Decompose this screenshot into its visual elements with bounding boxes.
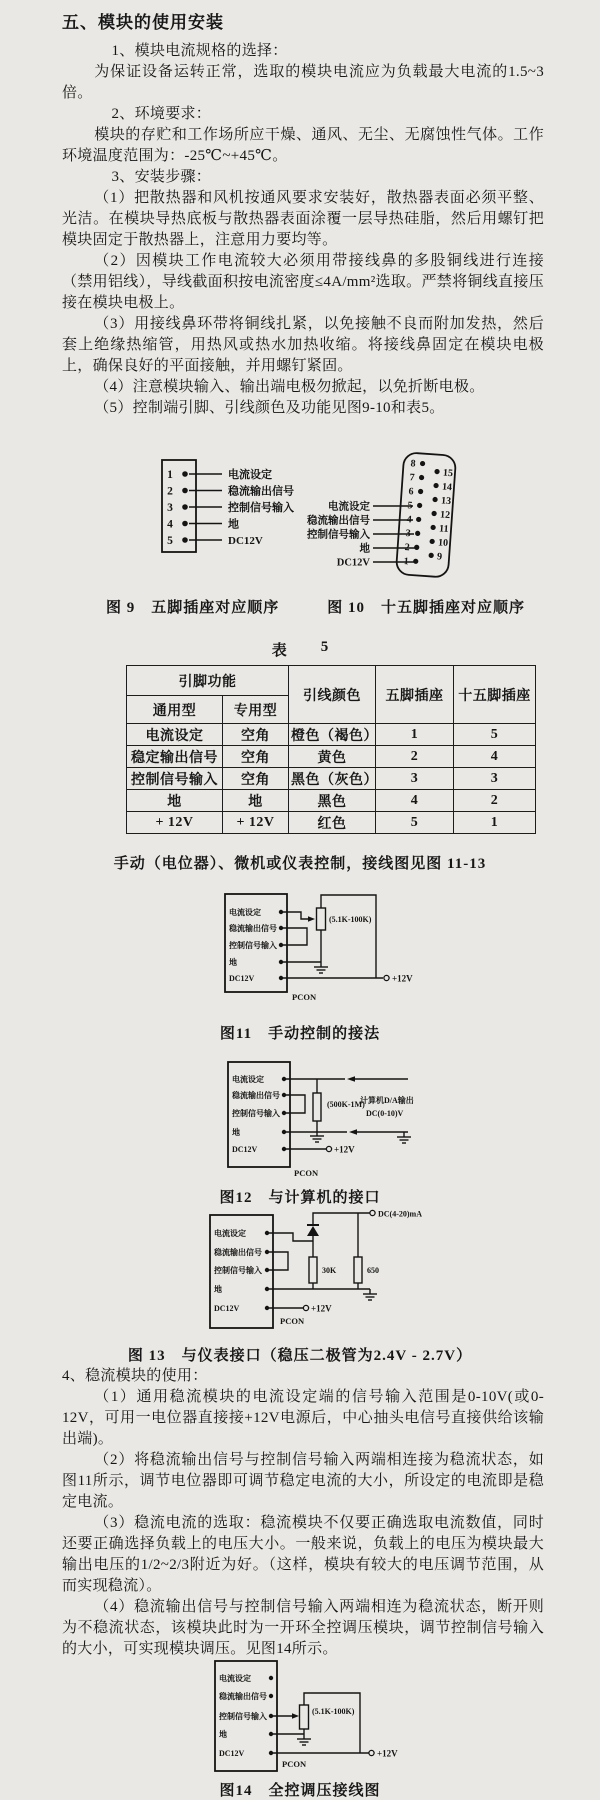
svg-text:稳流输出信号: 稳流输出信号 [219,1692,267,1701]
fig11-diagram [0,878,600,1008]
svg-text:DC12V: DC12V [219,1749,245,1758]
paragraph: 3、安装步骤： [111,169,212,185]
pcon-label: PCON [292,992,317,1002]
svg-text:电流设定: 电流设定 [232,1075,264,1084]
pot-value-label: (5.1K-100K) [329,915,372,924]
fig14-pin-dots [269,1676,273,1755]
svg-text:地: 地 [232,1128,240,1137]
plus12v-terminal [326,1146,331,1151]
five-pin-socket-diagram [162,460,294,552]
svg-text:电流设定: 电流设定 [229,908,261,917]
paragraph: （2）将稳流输出信号与控制信号输入两端相连接为稳流状态，如图11所示，调节电位器即可调节稳定电流的大小，所设定的电流即是稳定电流。 [62,1452,544,1510]
cell: 4 [376,790,454,812]
manual-control-note: 手动（电位器）、微机或仪表控制，接线图见图 11-13 [113,856,487,872]
svg-text:DC12V: DC12V [232,1145,258,1154]
plus12v-label: +12V [377,1748,398,1759]
svg-text:3: 3 [405,528,412,540]
paragraph: （4）注意模块输入、输出端电极勿掀起，以免折断电极。 [94,379,485,395]
fig12-pin-dots [282,1077,286,1151]
figure-captions-row [0,596,600,617]
svg-text:DC12V: DC12V [228,535,263,547]
svg-text:电流设定: 电流设定 [328,501,370,513]
fig14-caption: 图14 全控调压接线图 [219,1783,381,1799]
svg-text:7: 7 [409,472,415,484]
fifteen-pin-socket-diagram [306,452,456,577]
cell: 稳定输出信号 [127,746,223,768]
cell: 5 [454,724,536,746]
table-row [127,746,536,768]
svg-text:8: 8 [410,458,416,470]
current-loop-terminal [370,1210,375,1215]
paragraph: （3）用接线鼻环带将铜线扎紧，以免接触不良而附加发热，然后套上绝缘热缩管，用热风或热水加热收缩。将接线鼻固定在模块电极上，确保良好的平面接触，并用螺钉紧固。 [62,316,544,374]
cell: 控制信号输入 [127,768,223,790]
svg-text:控制信号输入: 控制信号输入 [307,529,370,541]
svg-text:2: 2 [404,542,411,554]
svg-text:DC12V: DC12V [214,1304,240,1313]
paragraph: （2）因模块工作电流较大必须用带接线鼻的多股铜线进行连接（禁用铝线），导线截面积按电流密度≤4A/mm²选取。严禁将铜线直接压接在模块电极上。 [62,253,544,311]
svg-text:14: 14 [441,481,453,494]
table-row [127,790,536,812]
fig13-caption: 图 13 与仪表接口（稳压二极管为2.4V - 2.7V） [127,1348,473,1364]
table-row [127,812,536,834]
fig10-caption: 图 10 十五脚插座对应顺序 [327,600,526,616]
cell: 地 [223,790,289,812]
paragraph: （5）控制端引脚、引线颜色及功能见图9-10和表5。 [94,400,445,416]
paragraph: （1）通用稳流模块的电流设定端的信号输入范围是0-10V(或0-12V，可用一电位器直接接+12V电源后，中心抽头电信号直接供给该输出端)。 [62,1389,544,1447]
cell: 3 [454,768,536,790]
table5-title [0,639,600,660]
fig13-diagram [0,1205,600,1350]
col-header-special: 专用型 [223,696,289,724]
svg-text:DC12V: DC12V [229,974,255,983]
fig9-caption: 图 9 五脚插座对应顺序 [106,600,280,616]
pcon-label: PCON [282,1759,307,1769]
connector-diagrams [0,448,600,590]
svg-text:1: 1 [167,469,173,481]
plus12v-label: +12V [311,1303,332,1314]
svg-text:5: 5 [407,500,413,512]
table-row [127,724,536,746]
col-header-pin-function: 引脚功能 [127,666,289,696]
fig11-caption: 图11 手动控制的接法 [219,1026,381,1042]
svg-text:5: 5 [167,535,173,547]
fig11-wiring [283,895,383,978]
da-arrow [347,1076,355,1081]
fig11-pin-dots [279,910,283,980]
svg-text:10: 10 [437,537,449,550]
svg-text:控制信号输入: 控制信号输入 [219,1712,267,1721]
section4-text-block [0,1366,600,1660]
fig14-wiring [273,1693,369,1753]
plus12v-terminal [384,975,389,980]
pcon-label: PCON [294,1168,319,1178]
cell: 3 [376,768,454,790]
paragraph: （3）稳流电流的选取：稳流模块不仅要正确选取电流数值，同时还要正确选择负载上的电压大小。一般来说，负载上的电压为模块最大输出电压的1/2~2/3附近为好。（这样，模块有较大的电压调节范围，从而实现稳流）。 [62,1515,544,1594]
cell: 红色 [289,812,376,834]
cell: 电流设定 [127,724,223,746]
svg-text:12: 12 [439,509,451,522]
svg-text:9: 9 [436,551,443,563]
svg-text:地: 地 [229,958,237,967]
col-header-wire-color: 引线颜色 [289,666,376,724]
gnd-arrow [349,1129,357,1134]
section-title: 五、模块的使用安装 [62,13,224,32]
resistor [313,1093,321,1121]
cell: 1 [376,724,454,746]
svg-text:控制信号输入: 控制信号输入 [229,941,277,950]
svg-text:2: 2 [167,485,173,498]
svg-text:控制信号输入: 控制信号输入 [232,1109,280,1118]
svg-text:地: 地 [214,1285,222,1294]
fig13-pin-dots [265,1231,269,1310]
svg-text:控制信号输入: 控制信号输入 [214,1266,262,1275]
table-number: 5 [320,639,329,655]
r30k-label: 30K [322,1266,337,1275]
fig12-caption: 图12 与计算机的接口 [219,1190,381,1206]
cell: 橙色（褐色） [289,724,376,746]
potentiometer [317,908,326,930]
cell: 2 [376,746,454,768]
resistor-30k [309,1257,317,1283]
cell: 黄色 [289,746,376,768]
potentiometer [300,1705,309,1729]
plus12v-terminal [303,1305,308,1310]
cell: 4 [454,746,536,768]
svg-text:4: 4 [406,514,413,526]
table-row [127,768,536,790]
cell: 黑色 [289,790,376,812]
cell: 2 [454,790,536,812]
pot-value-label: (5.1K-100K) [312,1707,355,1716]
cell: 1 [454,812,536,834]
pcon-label: PCON [280,1316,305,1326]
fig14-diagram [0,1656,600,1776]
pin-function-table [126,665,536,834]
svg-text:电流设定: 电流设定 [228,469,272,481]
wiper-arrow [292,1713,299,1718]
paragraph: 模块的存贮和工作场所应干燥、通风、无尘、无腐蚀性气体。工作环境温度范围为：-25℃~+45℃。 [62,127,544,164]
plus12v-label: +12V [392,973,413,984]
computer-da-label: 计算机D/A输出 [360,1096,414,1105]
svg-text:地: 地 [228,518,239,531]
dc-4-20ma-label: DC(4-20)mA [378,1209,422,1219]
cell: 黑色（灰色） [289,768,376,790]
fig12-diagram [0,1055,600,1190]
intro-text-block [0,8,600,419]
table-label: 表 [271,643,287,659]
paragraph: 2、环境要求： [111,106,212,122]
zener-diode [307,1226,319,1236]
cell: 空角 [223,724,289,746]
svg-text:控制信号输入: 控制信号输入 [228,502,294,514]
paragraph: （4）稳流输出信号与控制信号输入两端相连为稳流状态，断开则为不稳流状态，该模块此时为一开环全控调压模块，调节控制信号输入的大小，可实现模块调压。见图14所示。 [62,1599,544,1657]
svg-text:电流设定: 电流设定 [219,1674,251,1683]
cell: 5 [376,812,454,834]
svg-text:稳流输出信号: 稳流输出信号 [214,1248,262,1257]
paragraph: 为保证设备运转正常，选取的模块电流应为负载最大电流的1.5~3倍。 [62,64,544,101]
cell: + 12V [127,812,223,834]
svg-text:1: 1 [403,556,410,568]
cell: 空角 [223,768,289,790]
resistor-650 [354,1257,362,1283]
plus12v-terminal [369,1750,374,1755]
cell: + 12V [223,812,289,834]
svg-text:稳流输出信号: 稳流输出信号 [307,515,370,527]
col-header-fifteen-pin: 十五脚插座 [454,666,536,724]
svg-text:11: 11 [438,523,449,536]
svg-text:稳流输出信号: 稳流输出信号 [228,485,294,498]
five-pin-dots [182,471,188,543]
col-header-five-pin: 五脚插座 [376,666,454,724]
svg-text:稳流输出信号: 稳流输出信号 [229,924,277,933]
svg-text:稳流输出信号: 稳流输出信号 [232,1091,280,1100]
cell: 空角 [223,746,289,768]
col-header-general: 通用型 [127,696,223,724]
svg-text:3: 3 [167,502,173,514]
section4-title: 4、稳流模块的使用： [62,1368,208,1384]
plus12v-label: +12V [334,1144,355,1155]
svg-text:地: 地 [359,543,370,555]
svg-text:6: 6 [408,486,414,498]
svg-text:4: 4 [167,518,173,531]
resistor-value-label: (500K-1M) [327,1100,365,1109]
svg-text:电流设定: 电流设定 [214,1229,246,1238]
paragraph: 1、模块电流规格的选择： [111,43,288,59]
r650-label: 650 [367,1266,379,1275]
dc-range-label: DC(0-10)V [366,1109,404,1118]
svg-text:13: 13 [440,495,452,508]
svg-text:15: 15 [442,467,454,480]
paragraph: （1）把散热器和风机按通风要求安装好，散热器表面必须平整、光洁。在模块导热底板与散热器表面涂覆一层导热硅脂，然后用螺钉把模块固定于散热器上，注意用力要均等。 [62,190,544,248]
cell: 地 [127,790,223,812]
wiper-arrow [308,916,315,921]
svg-text:DC12V: DC12V [336,557,370,569]
svg-text:地: 地 [219,1730,227,1739]
